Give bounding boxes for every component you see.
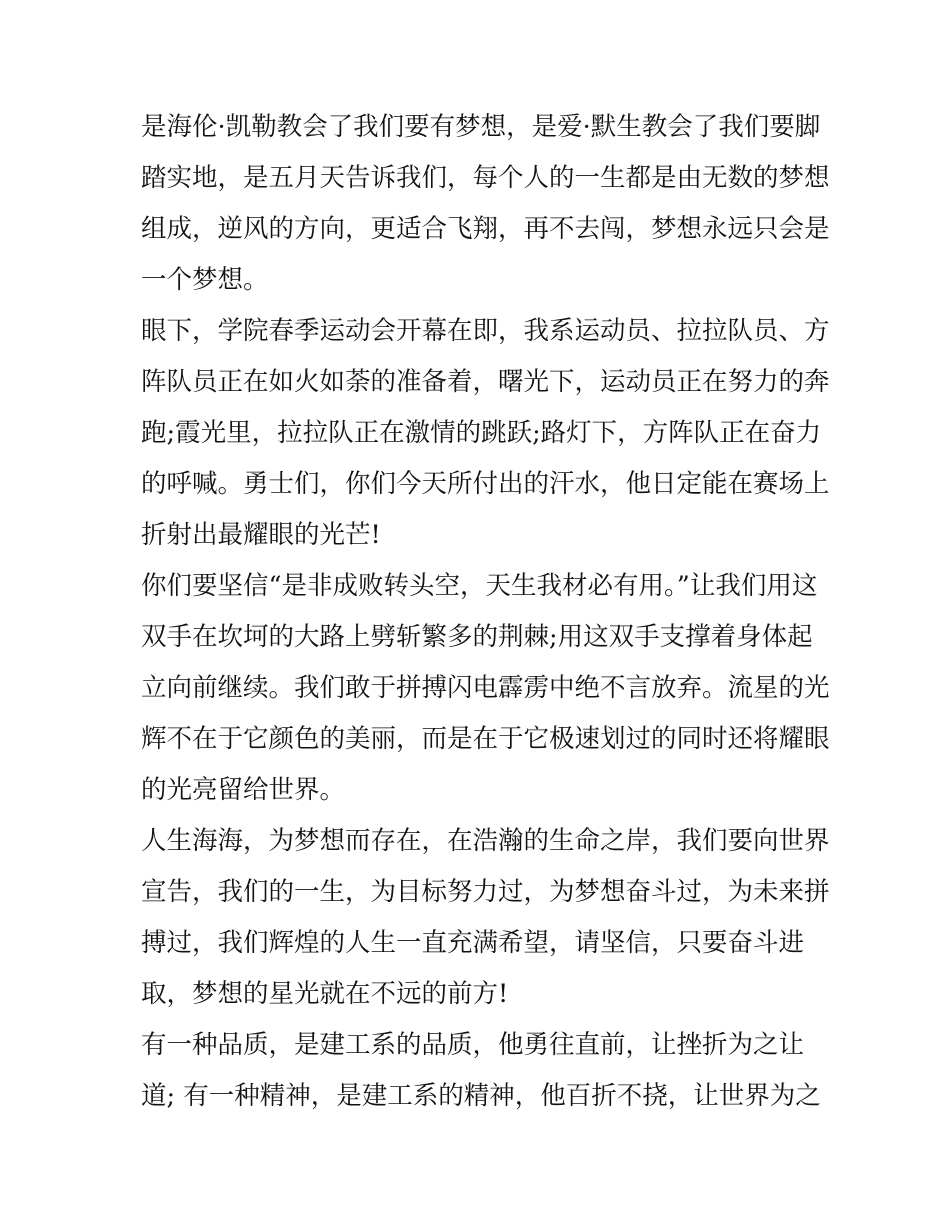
paragraph-5 [141, 1020, 821, 1122]
text-line: 宣告，我们的一生，为目标努力过，为梦想奋斗过，为未来拼 [141, 877, 830, 907]
text-line: 一个梦想。 [141, 265, 269, 295]
paragraph-2 [141, 306, 830, 561]
text-line: 阵队员正在如火如荼的准备着，曙光下，运动员正在努力的奔 [141, 367, 830, 397]
paragraph-3 [141, 561, 830, 816]
text-line: 双手在坎坷的大路上劈斩繁多的荆棘;用这双手支撑着身体起 [141, 622, 813, 652]
text-line: 有一种品质，是建工系的品质，他勇往直前，让挫折为之让 [141, 1030, 805, 1060]
text-line: 道; 有一种精神，是建工系的精神，他百折不挠，让世界为之 [141, 1081, 821, 1111]
paragraph-4 [141, 816, 830, 1020]
text-line: 你们要坚信“是非成败转头空，天生我材必有用。”让我们用这 [141, 571, 818, 601]
text-line: 的光亮留给世界。 [141, 775, 346, 805]
text-line: 踏实地，是五月天告诉我们，每个人的一生都是由无数的梦想 [141, 163, 830, 193]
document-body [141, 102, 830, 1122]
text-line: 取，梦想的星光就在不远的前方! [141, 979, 509, 1009]
text-line: 跑;霞光里，拉拉队正在激情的跳跃;路灯下，方阵队正在奋力 [141, 418, 822, 448]
text-line: 人生海海，为梦想而存在，在浩瀚的生命之岸，我们要向世界 [141, 826, 830, 856]
text-line: 辉不在于它颜色的美丽，而是在于它极速划过的同时还将耀眼 [141, 724, 830, 754]
text-line: 是海伦·凯勒教会了我们要有梦想，是爱·默生教会了我们要脚 [141, 112, 821, 142]
text-line: 折射出最耀眼的光芒! [141, 520, 381, 550]
text-line: 搏过，我们辉煌的人生一直充满希望，请坚信，只要奋斗进 [141, 928, 805, 958]
text-line: 组成，逆风的方向，更适合飞翔，再不去闯，梦想永远只会是 [141, 214, 830, 244]
text-line: 立向前继续。我们敢于拼搏闪电霹雳中绝不言放弃。流星的光 [141, 673, 830, 703]
text-line: 的呼喊。勇士们，你们今天所付出的汗水，他日定能在赛场上 [141, 469, 830, 499]
text-line: 眼下，学院春季运动会开幕在即，我系运动员、拉拉队员、方 [141, 316, 830, 346]
paragraph-1 [141, 102, 830, 306]
